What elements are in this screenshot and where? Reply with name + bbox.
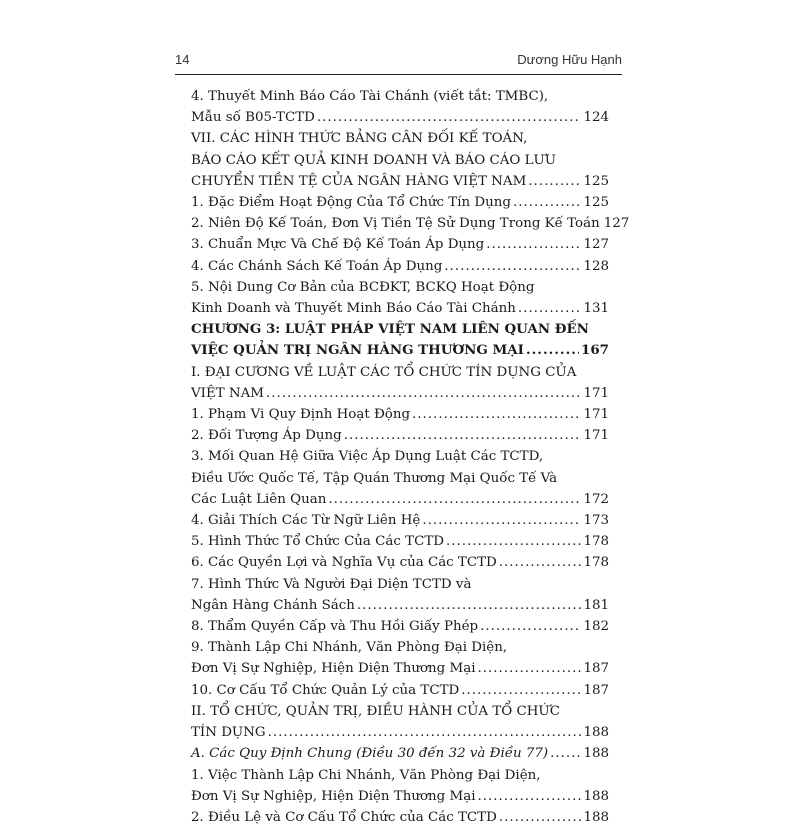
toc-entry-line	[191, 637, 609, 658]
toc-entry-title: CHUYỂN TIỀN TỆ CỦA NGÂN HÀNG VIỆT NAM	[191, 173, 527, 189]
toc-entry	[191, 425, 609, 446]
dot-leader	[486, 234, 581, 255]
dot-leader	[518, 298, 582, 319]
toc-page-number: 128	[583, 258, 609, 274]
toc-entry	[191, 404, 609, 425]
toc-entry-line	[191, 680, 609, 701]
toc-entry-line	[191, 150, 609, 171]
toc-entry-title: 6. Các Quyền Lợi và Nghĩa Vụ của Các TCTD	[191, 555, 497, 571]
toc-entry	[191, 531, 609, 552]
toc-entry-title: 4. Giải Thích Các Từ Ngữ Liên Hệ	[191, 513, 421, 529]
toc-entry-title: 5. Hình Thức Tổ Chức Của Các TCTD	[191, 534, 445, 550]
toc-page-number: 187	[583, 682, 609, 698]
dot-leader	[513, 192, 582, 213]
dot-leader	[461, 680, 581, 701]
toc-entry	[191, 192, 609, 213]
toc-entry-title: Kinh Doanh và Thuyết Minh Báo Cáo Tài Chánh	[191, 301, 516, 317]
dot-leader	[550, 743, 581, 764]
toc-page-number: 178	[583, 555, 609, 571]
toc-entry	[191, 362, 609, 404]
toc-entry-line	[191, 340, 609, 361]
toc-entry-title: 3. Mối Quan Hệ Giữa Việc Áp Dụng Luật Các TCTD,	[191, 449, 544, 465]
toc-page-number: 173	[583, 513, 609, 529]
toc-entry-line	[191, 319, 609, 340]
toc-entry-title: Đơn Vị Sự Nghiệp, Hiện Diện Thương Mại	[191, 788, 476, 804]
toc-entry	[191, 807, 609, 828]
toc-entry-line	[191, 171, 609, 192]
toc-entry-title: 8. Thẩm Quyền Cấp và Thu Hồi Giấy Phép	[191, 619, 479, 635]
running-header	[175, 52, 622, 67]
toc-entry	[191, 234, 609, 255]
toc-entry	[191, 510, 609, 531]
toc-page-number: 182	[583, 619, 609, 635]
dot-leader	[528, 171, 581, 192]
toc-entry-title: CHƯƠNG 3: LUẬT PHÁP VIỆT NAM LIÊN QUAN ĐẾN	[191, 321, 589, 338]
toc-entry	[191, 680, 609, 701]
toc-entry-line	[191, 213, 630, 234]
toc-entry-line	[191, 616, 609, 637]
dot-leader	[477, 786, 581, 807]
toc-entry-line	[191, 701, 609, 722]
toc-entry-title: TÍN DỤNG	[191, 725, 266, 741]
toc-entry-title: 1. Việc Thành Lập Chi Nhánh, Văn Phòng Đại Diện,	[191, 767, 541, 783]
toc-entry	[191, 552, 609, 573]
toc-page-number: 188	[583, 809, 609, 825]
toc-entry	[191, 213, 630, 234]
toc-entry-line	[191, 807, 609, 828]
toc-entry-title: 1. Đặc Điểm Hoạt Động Của Tổ Chức Tín Dụng	[191, 195, 511, 211]
dot-leader	[357, 595, 582, 616]
toc-page-number: 188	[583, 746, 609, 762]
dot-leader	[480, 616, 581, 637]
toc-page-number: 171	[583, 428, 609, 444]
toc-entry-line	[191, 531, 609, 552]
dot-leader	[344, 425, 582, 446]
toc-entry	[191, 319, 609, 361]
toc-entry-line	[191, 743, 609, 764]
dot-leader	[422, 510, 581, 531]
toc-entry-title: 10. Cơ Cấu Tổ Chức Quản Lý của TCTD	[191, 682, 460, 698]
toc-entry-title: VIỆC QUẢN TRỊ NGÂN HÀNG THƯƠNG MẠI	[191, 342, 524, 359]
toc-entry-line	[191, 446, 609, 467]
toc-page-number: 127	[603, 216, 630, 232]
toc-entry-line	[191, 658, 609, 679]
toc-entry	[191, 765, 609, 807]
toc-entry	[191, 637, 609, 679]
toc-entry-line	[191, 107, 609, 128]
toc-entry	[191, 277, 609, 319]
toc-entry-line	[191, 425, 609, 446]
toc-entry-line	[191, 786, 609, 807]
toc-entry-title: 1. Phạm Vi Quy Định Hoạt Động	[191, 407, 411, 423]
toc-page-number: 172	[583, 491, 609, 507]
toc-entry-line	[191, 552, 609, 573]
toc-entry-title: BÁO CÁO KẾT QUẢ KINH DOANH VÀ BÁO CÁO LƯU	[191, 152, 557, 168]
dot-leader	[412, 404, 581, 425]
dot-leader	[317, 107, 582, 128]
toc-entry	[191, 616, 609, 637]
toc-entry-line	[191, 595, 609, 616]
toc-entry-line	[191, 489, 609, 510]
toc-page-number: 167	[581, 342, 609, 359]
toc-page-number: 171	[583, 385, 609, 401]
toc-entry-title: 9. Thành Lập Chi Nhánh, Văn Phòng Đại Diện,	[191, 640, 508, 656]
toc-page-number: 188	[583, 788, 609, 804]
toc-entry-title: I. ĐẠI CƯƠNG VỀ LUẬT CÁC TỔ CHỨC TÍN DỤNG CỦA	[191, 364, 577, 380]
dot-leader	[266, 383, 581, 404]
toc-entry-line	[191, 510, 609, 531]
header-rule	[175, 74, 622, 75]
toc-entry-line	[191, 468, 609, 489]
toc-page-number: 178	[583, 534, 609, 550]
toc-entry	[191, 574, 609, 616]
toc-entry-title: Đơn Vị Sự Nghiệp, Hiện Diện Thương Mại	[191, 661, 476, 677]
toc-page-number: 124	[583, 110, 609, 126]
dot-leader	[499, 807, 582, 828]
toc-entry-line	[191, 574, 609, 595]
toc-entry-line	[191, 722, 609, 743]
toc-entry-line	[191, 256, 609, 277]
toc-entry-title: 2. Niên Độ Kế Toán, Đơn Vị Tiền Tệ Sử Dụng Trong Kế Toán	[191, 216, 600, 232]
toc-entry-line	[191, 383, 609, 404]
toc-entry	[191, 701, 609, 743]
toc-entry-title: 5. Nội Dung Cơ Bản của BCĐKT, BCKQ Hoạt Động	[191, 279, 535, 295]
toc-entry-title: 4. Thuyết Minh Báo Cáo Tài Chánh (viết tắt: TMBC),	[191, 89, 549, 104]
toc-page-number: 171	[583, 407, 609, 423]
toc-entry-title: VII. CÁC HÌNH THỨC BẢNG CÂN ĐỐI KẾ TOÁN,	[191, 131, 528, 147]
toc-entry-title: Các Luật Liên Quan	[191, 491, 327, 507]
table-of-contents	[191, 86, 630, 828]
toc-entry-line	[191, 404, 609, 425]
dot-leader	[444, 256, 581, 277]
toc-page-number: 127	[583, 237, 609, 253]
toc-entry-line	[191, 86, 609, 107]
toc-entry-title: 2. Đối Tượng Áp Dụng	[191, 428, 342, 444]
toc-entry	[191, 446, 609, 510]
toc-entry-line	[191, 765, 609, 786]
toc-entry-title: Điều Ước Quốc Tế, Tập Quán Thương Mại Quốc Tế Và	[191, 470, 558, 486]
toc-page-number: 125	[583, 173, 609, 189]
toc-entry-title: Mẫu số B05-TCTD	[191, 110, 315, 126]
toc-entry-title: 3. Chuẩn Mực Và Chế Độ Kế Toán Áp Dụng	[191, 237, 485, 253]
toc-page-number: 125	[583, 195, 609, 211]
dot-leader	[526, 340, 579, 361]
dot-leader	[268, 722, 582, 743]
running-header-author: Dương Hữu Hạnh	[517, 52, 622, 67]
dot-leader	[328, 489, 581, 510]
toc-entry	[191, 743, 609, 764]
toc-entry-title: 2. Điều Lệ và Cơ Cấu Tổ Chức của Các TCTD	[191, 809, 497, 825]
toc-entry-title: II. TỔ CHỨC, QUẢN TRỊ, ĐIỀU HÀNH CỦA TỔ CHỨC	[191, 703, 560, 719]
toc-entry-title: 4. Các Chánh Sách Kế Toán Áp Dụng	[191, 258, 443, 274]
toc-page-number: 131	[583, 301, 609, 317]
toc-entry-line	[191, 192, 609, 213]
toc-entry-line	[191, 234, 609, 255]
toc-entry-title: Ngân Hàng Chánh Sách	[191, 597, 355, 613]
dot-leader	[499, 552, 582, 573]
toc-entry-line	[191, 362, 609, 383]
toc-entry-title: 7. Hình Thức Và Người Đại Diện TCTD và	[191, 576, 472, 592]
toc-entry-line	[191, 277, 609, 298]
toc-page-number: 188	[583, 725, 609, 741]
toc-entry	[191, 86, 609, 128]
toc-entry-line	[191, 298, 609, 319]
toc-entry	[191, 128, 609, 192]
toc-page-number: 181	[583, 597, 609, 613]
toc-entry	[191, 256, 609, 277]
toc-entry-title: A. Các Quy Định Chung (Điều 30 đến 32 và Điều 77)	[191, 746, 549, 762]
toc-entry-title: VIỆT NAM	[191, 385, 265, 401]
toc-entry-line	[191, 128, 609, 149]
page-number: 14	[175, 52, 190, 67]
dot-leader	[477, 658, 581, 679]
dot-leader	[446, 531, 581, 552]
toc-page-number: 187	[583, 661, 609, 677]
